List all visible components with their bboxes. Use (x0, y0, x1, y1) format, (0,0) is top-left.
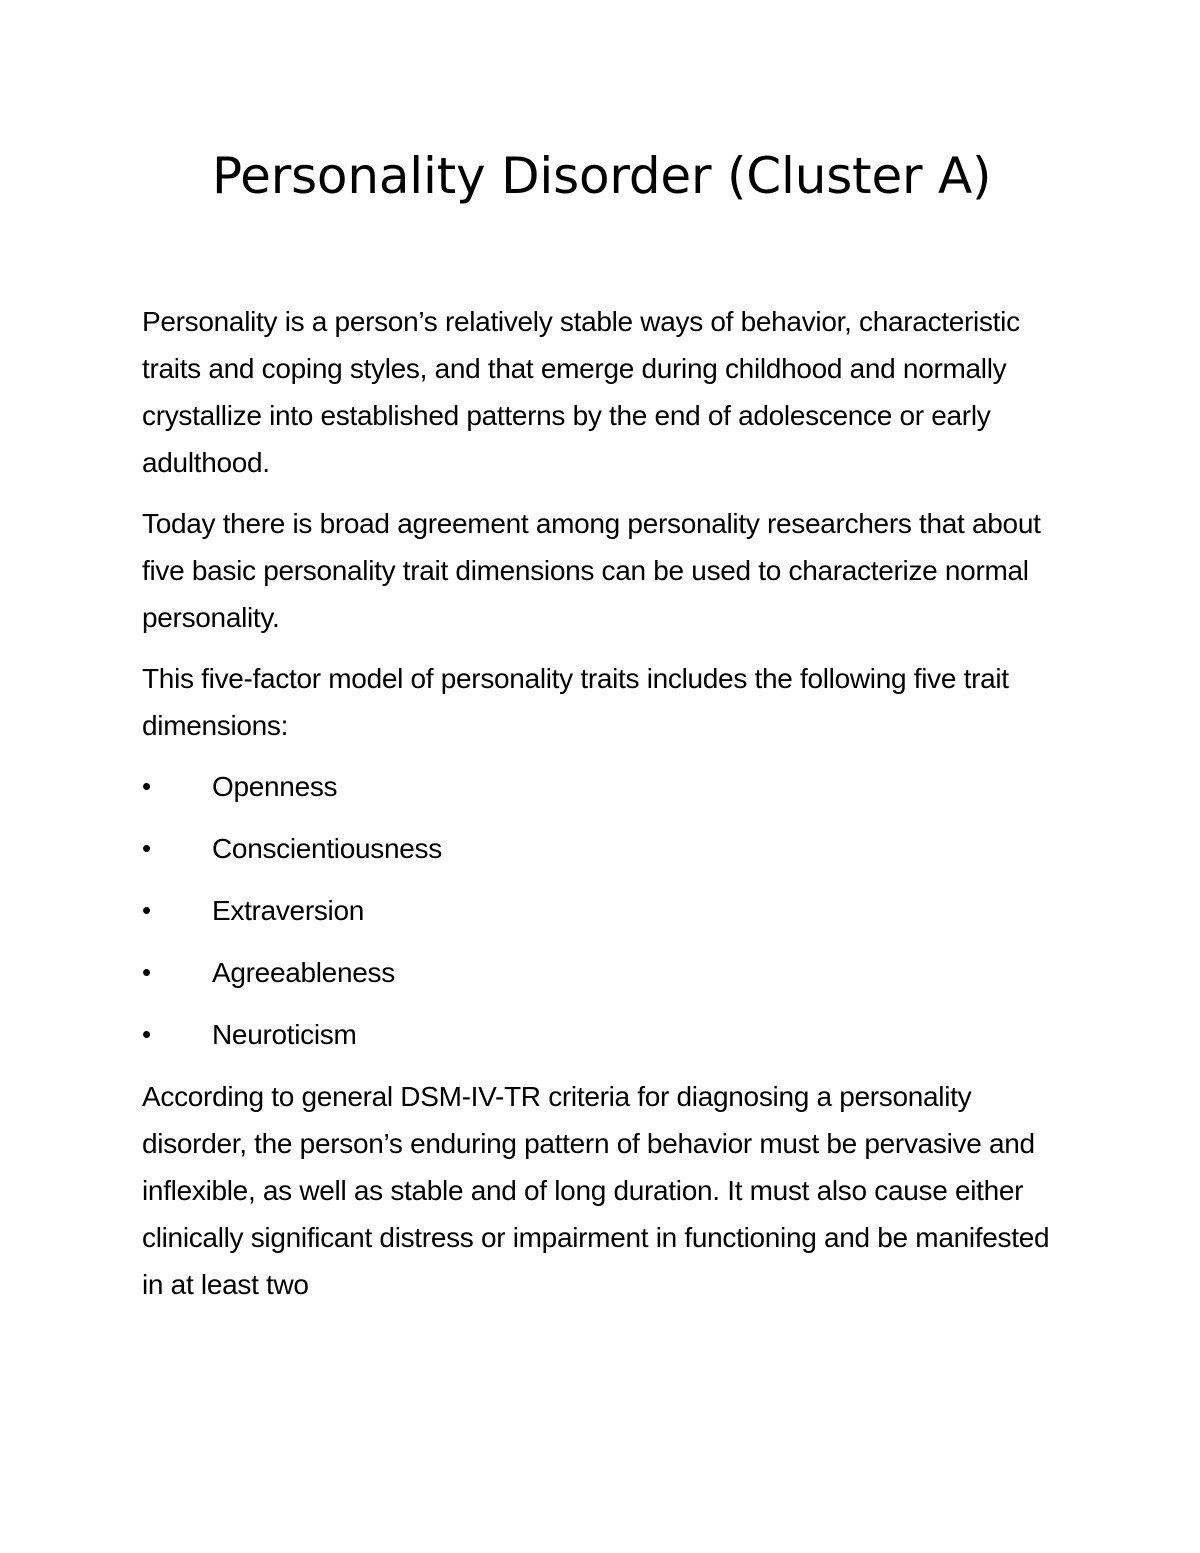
list-item-neuroticism (142, 1011, 1072, 1058)
document-content (142, 136, 1072, 1308)
paragraph-personality-definition: Personality is a person’s relatively stable ways of behavior, characteristic traits and coping styles, and that emerge during childhood and normally crystallize into established patterns by the end of adolescence or early adulthood. (142, 306, 1020, 478)
document-title: Personality Disorder (Cluster A) (212, 147, 992, 205)
trait-label: Openness (212, 771, 338, 802)
bullet-icon: • (142, 833, 151, 863)
paragraph-five-factor-model: This five-factor model of personality traits includes the following five trait dimensions: (142, 663, 1009, 741)
trait-label: Agreeableness (212, 957, 395, 988)
list-item-openness (142, 763, 1072, 810)
paragraph-dsm-criteria: According to general DSM-IV-TR criteria for diagnosing a personality disorder, the person’s enduring pattern of behavior must be pervasive and inflexible, as well as stable and of long duration. It must also cause either clinically significant distress or impairment in functioning and be manifested in at least two (142, 1081, 1050, 1300)
list-item-conscientiousness (142, 825, 1072, 872)
trait-list (142, 763, 1072, 1058)
paragraph-trait-dimensions: Today there is broad agreement among personality researchers that about five basic personality trait dimensions can be used to characterize normal personality. (142, 508, 1041, 633)
trait-label: Extraversion (212, 895, 365, 926)
bullet-icon: • (142, 771, 151, 801)
list-item-agreeableness (142, 949, 1072, 996)
trait-label: Neuroticism (212, 1019, 357, 1050)
trait-label: Conscientiousness (212, 833, 442, 864)
bullet-icon: • (142, 895, 151, 925)
list-item-extraversion (142, 887, 1072, 934)
bullet-icon: • (142, 957, 151, 987)
bullet-icon: • (142, 1019, 151, 1049)
